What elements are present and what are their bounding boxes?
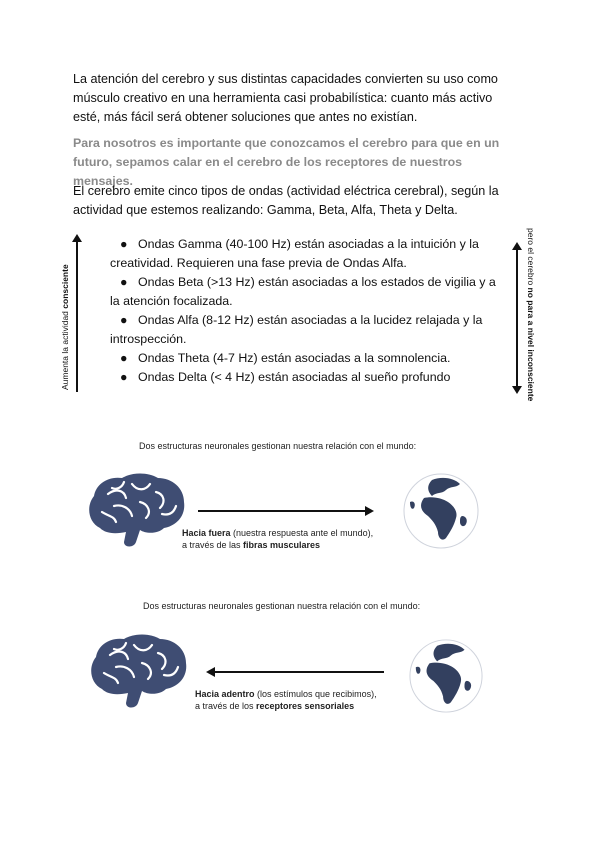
left-arrow-icon xyxy=(214,671,384,673)
right-side-label: pero el cerebro no para a nivel inconsciente xyxy=(526,228,536,402)
wave-item-theta: ● Ondas Theta (4-7 Hz) están asociadas a la somnolencia. xyxy=(110,349,505,368)
double-arrow-icon xyxy=(516,248,518,388)
globe-icon xyxy=(408,638,484,714)
highlight-paragraph: Para nosotros es importante que conozcamos el cerebro para que en un futuro, sepamos calar en el cerebro de los receptores de nuestros mensajes. xyxy=(73,136,500,188)
bullet-icon: ● xyxy=(120,313,128,327)
diagram-in-title: Dos estructuras neuronales gestionan nuestra relación con el mundo: xyxy=(143,601,421,611)
wave-item-delta: ● Ondas Delta (< 4 Hz) están asociadas al sueño profundo xyxy=(110,368,505,387)
wave-item-beta: ● Ondas Beta (>13 Hz) están asociadas a los estados de vigilia y a la atención focalizada. xyxy=(110,275,496,308)
globe-icon xyxy=(402,472,480,550)
diagram-out-caption: Hacia fuera (nuestra respuesta ante el mundo), a través de las fibras musculares xyxy=(182,528,374,550)
left-side-label: Aumenta la actividad consciente xyxy=(60,264,70,390)
intro-paragraph: La atención del cerebro y sus distintas capacidades convierten su uso como músculo creativo en una herramienta casi probabilística: cuanto más activo esté, más fácil será obtener soluciones que antes no existían. xyxy=(73,72,498,124)
wave-item-gamma: ● Ondas Gamma (40-100 Hz) están asociadas a la intuición y la creatividad. Requieren una fase previa de Ondas Alfa. xyxy=(110,237,479,270)
diagram-out-title: Dos estructuras neuronales gestionan nuestra relación con el mundo: xyxy=(139,441,417,451)
bullet-icon: ● xyxy=(120,351,128,365)
diagram-in-caption: Hacia adentro (los estímulos que recibimos), a través de los receptores sensoriales xyxy=(195,689,377,711)
wave-item-alfa: ● Ondas Alfa (8-12 Hz) están asociadas a la lucidez relajada y la introspección. xyxy=(110,313,483,346)
bullet-icon: ● xyxy=(120,275,128,289)
up-arrow-icon xyxy=(76,236,78,392)
brain-icon xyxy=(86,472,186,550)
bullet-icon: ● xyxy=(120,370,128,384)
wave-list xyxy=(110,235,505,387)
waves-intro-paragraph: El cerebro emite cinco tipos de ondas (actividad eléctrica cerebral), según la actividad que estemos realizando: Gamma, Beta, Alfa, Theta y Delta. xyxy=(73,184,499,217)
brain-icon xyxy=(88,633,188,711)
bullet-icon: ● xyxy=(120,237,128,251)
right-arrow-icon xyxy=(198,510,366,512)
